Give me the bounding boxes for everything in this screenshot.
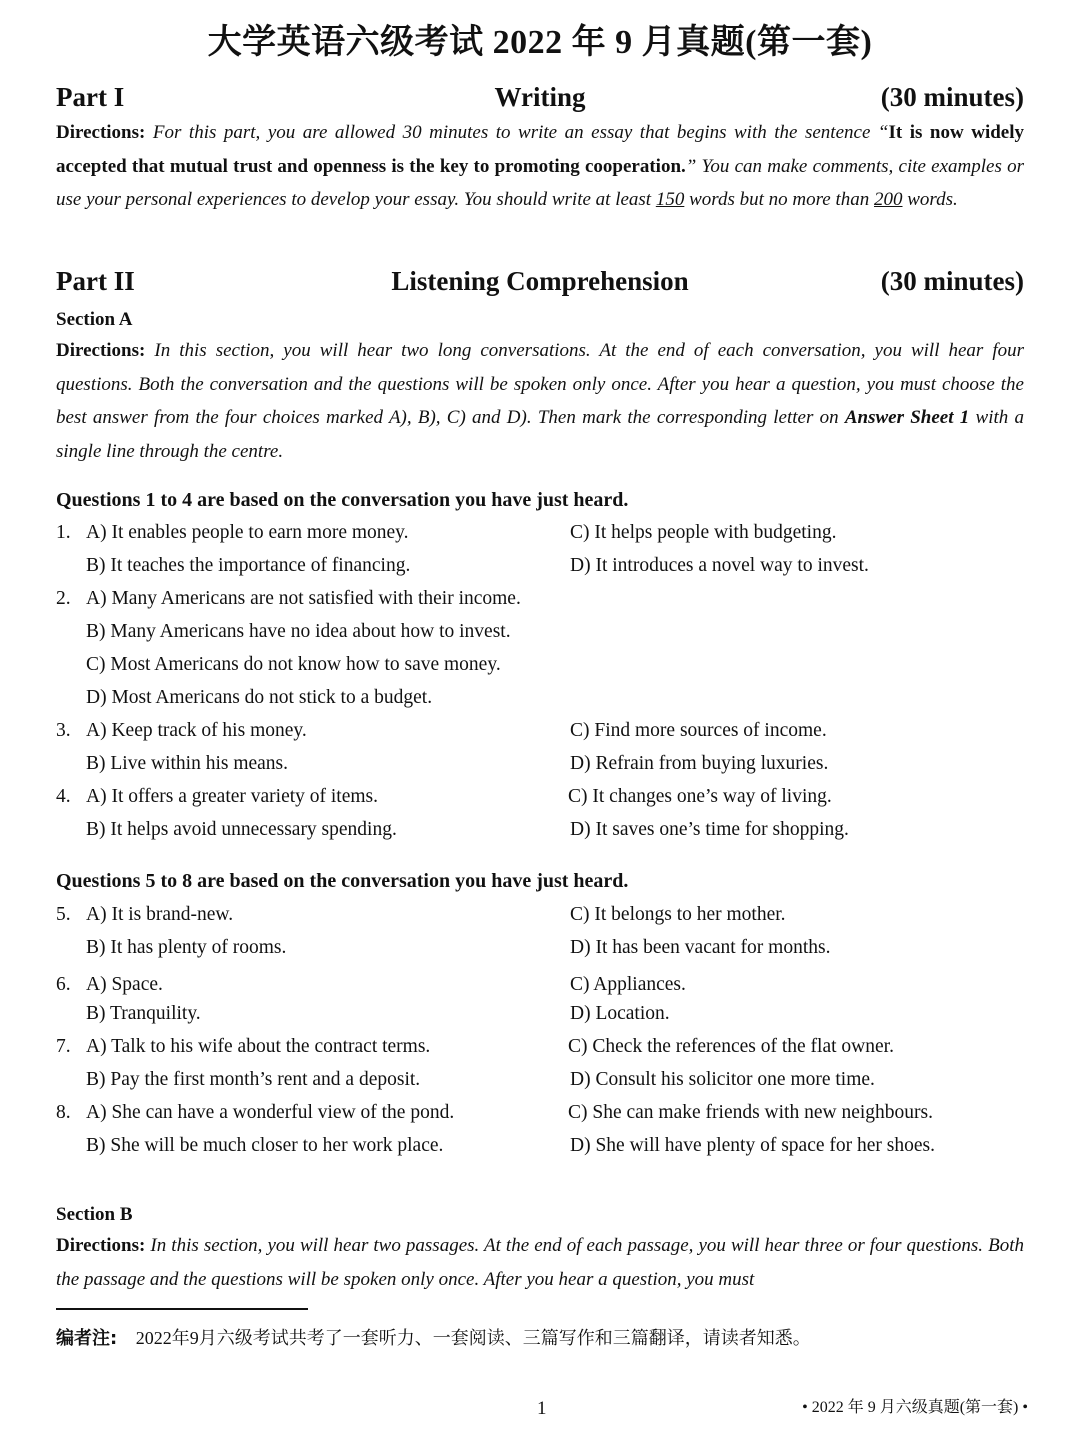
option-c: C) She can make friends with new neighbours. bbox=[568, 1102, 933, 1123]
option-b: B) It has plenty of rooms. bbox=[86, 937, 287, 958]
option-d: D) Consult his solicitor one more time. bbox=[570, 1069, 875, 1090]
option-d: D) It saves one’s time for shopping. bbox=[570, 819, 849, 840]
editor-note-text: 2022年9月六级考试共考了一套听力、一套阅读、三篇写作和三篇翻译，请读者知悉。 bbox=[135, 1328, 811, 1348]
directions-text: with a single line through the centre. bbox=[56, 407, 1024, 462]
part-1-name: Writing bbox=[494, 82, 586, 112]
editor-note bbox=[56, 1324, 811, 1350]
option-b: B) Pay the first month’s rent and a deposit. bbox=[86, 1069, 421, 1090]
question-number: 3. bbox=[56, 720, 71, 741]
directions-text: words. bbox=[902, 189, 958, 210]
option-a: A) It enables people to earn more money. bbox=[86, 522, 409, 543]
page-number: 1 bbox=[537, 1398, 547, 1419]
page-title: 大学英语六级考试 2022 年 9 月真题(第一套) bbox=[207, 24, 873, 61]
directions-text: In this section, you will hear two long conversations. At the end of each conversation, you will hear four questions. Both the conversation and the questions will be spoken only once. After you hear a question, you must choose the best answer from the four choices marked A), B), C) and D). Then mark the corresponding letter on bbox=[56, 340, 1025, 428]
option-a: A) It offers a greater variety of items. bbox=[86, 786, 379, 807]
part-2-directions bbox=[56, 334, 1024, 468]
option-b: B) Tranquility. bbox=[86, 1003, 201, 1024]
part-2-label: Part II bbox=[56, 266, 135, 296]
option-d: D) Most Americans do not stick to a budget. bbox=[86, 687, 433, 708]
option-d: D) It has been vacant for months. bbox=[570, 937, 831, 958]
option-c: C) Most Americans do not know how to save money. bbox=[86, 654, 501, 675]
footnote-divider bbox=[56, 1308, 308, 1310]
question-number: 4. bbox=[56, 786, 71, 807]
directions-text: words but no more than bbox=[689, 189, 874, 210]
part-2-time: (30 minutes) bbox=[880, 266, 1024, 296]
directions-text: ” You can make comments, cite examples or use your personal experiences to develop your essay. You should write at least bbox=[56, 155, 1024, 210]
max-words: 200 bbox=[874, 189, 903, 210]
option-a: A) Talk to his wife about the contract terms. bbox=[86, 1036, 431, 1057]
part-1-time: (30 minutes) bbox=[880, 82, 1024, 112]
option-d: D) It introduces a novel way to invest. bbox=[570, 555, 869, 576]
question-number: 6. bbox=[56, 974, 71, 995]
question-number: 5. bbox=[56, 904, 71, 925]
editor-note-label: 编者注: bbox=[56, 1328, 118, 1349]
option-d: D) She will have plenty of space for her shoes. bbox=[570, 1135, 935, 1156]
essay-prompt: It is now widely accepted that mutual trust and openness is the key to promoting cooperation. bbox=[56, 122, 1025, 177]
question-number: 7. bbox=[56, 1036, 71, 1057]
option-a: A) Many Americans are not satisfied with their income. bbox=[86, 588, 521, 609]
option-c: C) It changes one’s way of living. bbox=[568, 786, 832, 807]
directions-text: For this part, you are allowed 30 minutes to write an essay that begins with the sentence “ bbox=[152, 122, 889, 143]
option-c: C) It belongs to her mother. bbox=[570, 904, 786, 925]
directions-label: Directions: bbox=[56, 340, 146, 361]
part-1-label: Part I bbox=[56, 82, 125, 112]
option-b: B) She will be much closer to her work place. bbox=[86, 1135, 444, 1156]
option-a: A) Space. bbox=[86, 974, 163, 995]
part-2-header bbox=[56, 266, 1024, 306]
option-c: C) Check the references of the flat owner. bbox=[568, 1036, 894, 1057]
option-d: D) Refrain from buying luxuries. bbox=[570, 753, 829, 774]
option-b: B) Many Americans have no idea about how to invest. bbox=[86, 621, 511, 642]
option-b: B) Live within his means. bbox=[86, 753, 289, 774]
option-a: A) Keep track of his money. bbox=[86, 720, 307, 741]
option-b: B) It helps avoid unnecessary spending. bbox=[86, 819, 397, 840]
question-number: 2. bbox=[56, 588, 71, 609]
section-b-label: Section B bbox=[56, 1204, 133, 1225]
question-group-2-heading: Questions 5 to 8 are based on the conversation you have just heard. bbox=[56, 870, 629, 892]
min-words: 150 bbox=[655, 189, 685, 210]
question-group-1-heading: Questions 1 to 4 are based on the conversation you have just heard. bbox=[56, 489, 629, 511]
option-c: C) Find more sources of income. bbox=[570, 720, 827, 741]
directions-label: Directions: bbox=[56, 1235, 146, 1256]
option-c: C) Appliances. bbox=[570, 974, 686, 995]
option-d: D) Location. bbox=[570, 1003, 670, 1024]
section-b-directions bbox=[56, 1229, 1024, 1296]
question-number: 8. bbox=[56, 1102, 71, 1123]
option-b: B) It teaches the importance of financing. bbox=[86, 555, 411, 576]
part-1-directions bbox=[56, 116, 1024, 217]
option-c: C) It helps people with budgeting. bbox=[570, 522, 837, 543]
question-number: 1. bbox=[56, 522, 71, 543]
section-a-label: Section A bbox=[56, 309, 133, 330]
answer-sheet-ref: Answer Sheet 1 bbox=[844, 407, 970, 428]
page-footer: • 2022 年 9 月六级真题(第一套) • bbox=[802, 1399, 1028, 1416]
directions-text: In this section, you will hear two passages. At the end of each passage, you will hear three or four questions. Both the passage and the questions will be spoken only once. After you hear a question, you must bbox=[56, 1235, 1024, 1290]
option-a: A) She can have a wonderful view of the pond. bbox=[86, 1102, 455, 1123]
part-2-name: Listening Comprehension bbox=[391, 266, 689, 296]
option-a: A) It is brand-new. bbox=[86, 904, 234, 925]
directions-label: Directions: bbox=[56, 122, 146, 143]
